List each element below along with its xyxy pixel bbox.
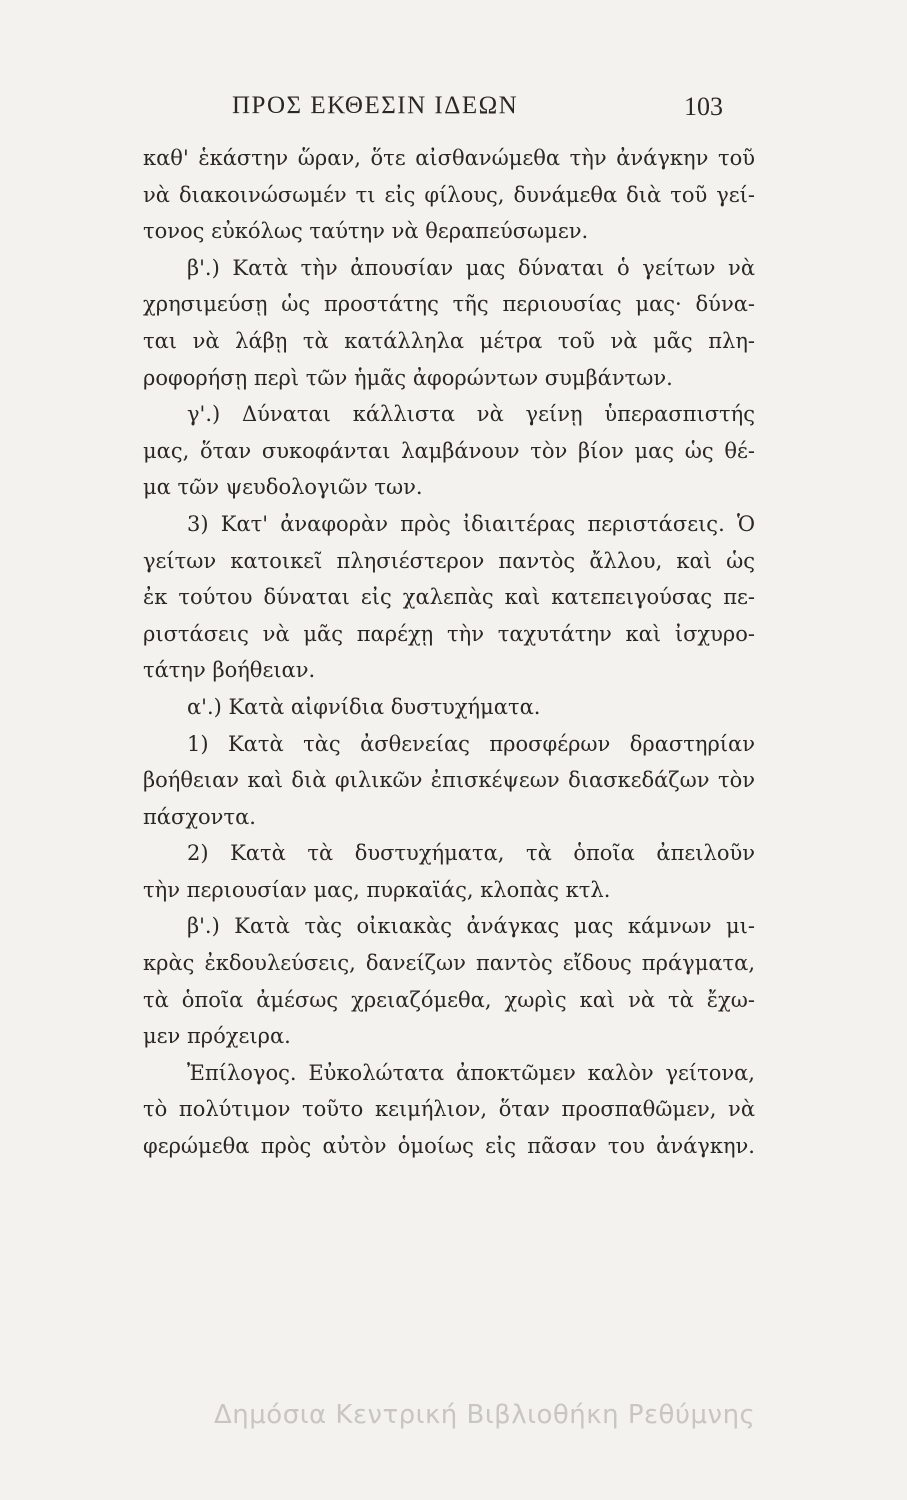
text-line: γείτων κατοικεῖ πλησιέστερον παντὸς ἄλλου, καὶ ὡς (143, 548, 755, 573)
text-line: μας, ὅταν συκοφάνται λαμβάνουν τὸν βίον μας ὡς θέ- (143, 438, 755, 463)
text-line: β'.) Κατὰ τὰς οἰκιακὰς ἀνάγκας μας κάμνων μι- (187, 914, 755, 939)
page-number: 103 (684, 92, 723, 121)
text-line: Ἐπίλογος. Εὐκολώτατα ἀποκτῶμεν καλὸν γείτονα, (187, 1060, 755, 1085)
text-line: μεν πρόχειρα. (143, 1024, 291, 1049)
text-line: μα τῶν ψευδολογιῶν των. (143, 475, 423, 500)
text-line: 2) Κατὰ τὰ δυστυχήματα, τὰ ὁποῖα ἀπειλοῦν (187, 841, 755, 866)
running-head: ΠΡΟΣ ΕΚΘΕΣΙΝ ΙΔΕΩΝ (232, 92, 519, 119)
text-line: α'.) Κατὰ αἰφνίδια δυστυχήματα. (187, 694, 541, 719)
text-line: 1) Κατὰ τὰς ἀσθενείας προσφέρων δραστηρίαν (187, 731, 755, 756)
text-line: νὰ διακοινώσωμέν τι εἰς φίλους, δυνάμεθα διὰ τοῦ γεί- (143, 182, 755, 207)
text-line: τονος εὐκόλως ταύτην νὰ θεραπεύσωμεν. (143, 219, 589, 244)
text-line: 3) Κατ' ἀναφορὰν πρὸς ἰδιαιτέρας περιστάσεις. Ὁ (187, 511, 755, 536)
text-line: β'.) Κατὰ τὴν ἀπουσίαν μας δύναται ὁ γείτων νὰ (187, 255, 755, 280)
page-header (0, 92, 907, 128)
text-line: βοήθειαν καὶ διὰ φιλικῶν ἐπισκέψεων διασκεδάζων τὸν (143, 768, 755, 793)
library-watermark: Δημόσια Κεντρική Βιβλιοθήκη Ρεθύμνης (214, 1400, 756, 1430)
text-line: τάτην βοήθειαν. (143, 658, 316, 683)
text-line: ἐκ τούτου δύναται εἰς χαλεπὰς καὶ κατεπειγούσας πε- (143, 585, 755, 610)
body-text (143, 140, 755, 1165)
text-line: φερώμεθα πρὸς αὐτὸν ὁμοίως εἰς πᾶσαν του ἀνάγκην. (143, 1134, 755, 1159)
text-line: καθ' ἑκάστην ὥραν, ὅτε αἰσθανώμεθα τὴν ἀνάγκην τοῦ (143, 146, 755, 170)
text-line: ριστάσεις νὰ μᾶς παρέχῃ τὴν ταχυτάτην καὶ ἰσχυρο- (143, 621, 755, 646)
text-line: τὰ ὁποῖα ἀμέσως χρειαζόμεθα, χωρὶς καὶ νὰ τὰ ἔχω- (143, 987, 755, 1012)
text-line: γ'.) Δύναται κάλλιστα νὰ γείνῃ ὑπερασπιστής (187, 402, 755, 427)
text-line: τὸ πολύτιμον τοῦτο κειμήλιον, ὅταν προσπαθῶμεν, νὰ (143, 1097, 755, 1122)
text-line: ται νὰ λάβῃ τὰ κατάλληλα μέτρα τοῦ νὰ μᾶς πλη- (143, 328, 755, 353)
text-line: ροφορήσῃ περὶ τῶν ἡμᾶς ἀφορώντων συμβάντων. (143, 365, 673, 390)
text-line: πάσχοντα. (143, 804, 256, 829)
text-line: κρὰς ἐκδουλεύσεις, δανείζων παντὸς εἴδους πράγματα, (143, 951, 755, 976)
text-line: τὴν περιουσίαν μας, πυρκαϊάς, κλοπὰς κτλ. (143, 877, 611, 902)
text-line: χρησιμεύσῃ ὡς προστάτης τῆς περιουσίας μας· δύνα- (143, 292, 755, 317)
